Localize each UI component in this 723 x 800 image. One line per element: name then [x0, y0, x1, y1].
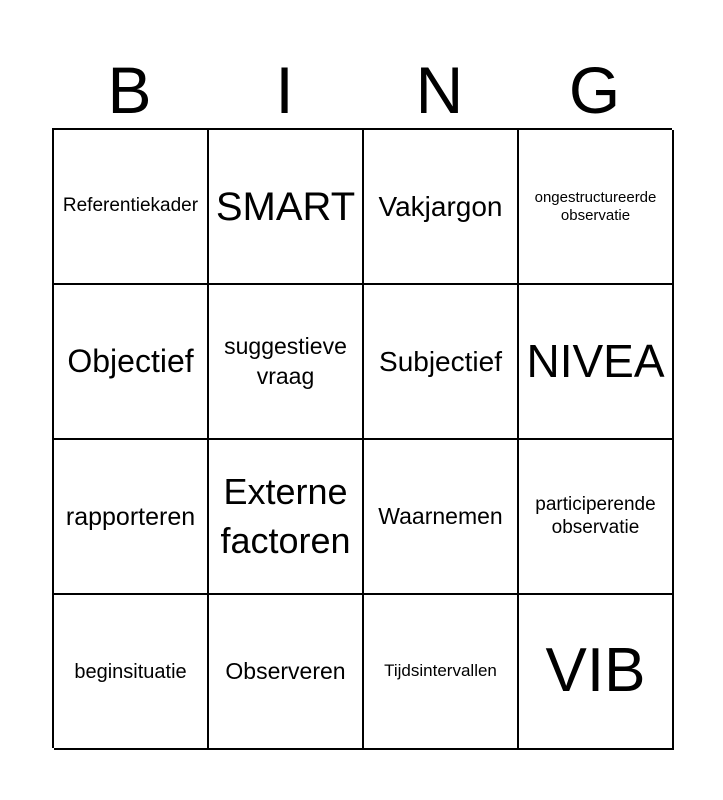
bingo-cell-r2-c3[interactable] — [364, 285, 519, 440]
header-letter-g: G — [568, 53, 621, 127]
bingo-cell-r1-c1[interactable] — [54, 130, 209, 285]
bingo-cell-r3-c3[interactable] — [364, 440, 519, 595]
bingo-cell-r4-c3[interactable] — [364, 595, 519, 750]
bingo-cell-r3-c2[interactable] — [209, 440, 364, 595]
bingo-cell-text: Waarnemen — [378, 502, 503, 529]
bingo-cell-r3-c1[interactable] — [54, 440, 209, 595]
bingo-cell-r4-c1[interactable] — [54, 595, 209, 750]
bingo-cell-text: VIB — [545, 636, 646, 706]
bingo-cell-text: Externe factoren — [220, 471, 351, 561]
bingo-cell-text: Subjectief — [379, 345, 502, 377]
bingo-cell-text: rapporteren — [65, 502, 196, 531]
bingo-cell-r2-c1[interactable] — [54, 285, 209, 440]
bingo-cell-text: Vakjargon — [378, 190, 503, 222]
bingo-cell-text: Objectief — [67, 343, 194, 380]
bingo-cell-r4-c4[interactable] — [519, 595, 674, 750]
bingo-cell-r4-c2[interactable] — [209, 595, 364, 750]
bingo-cell-r1-c4[interactable] — [519, 130, 674, 285]
bingo-cell-text: Observeren — [225, 657, 346, 684]
bingo-cell-text: beginsituatie — [74, 660, 187, 683]
bingo-header — [52, 52, 672, 128]
bingo-card-grid — [52, 128, 672, 748]
bingo-cell-text: participerende observatie — [535, 493, 656, 538]
bingo-cell-r1-c3[interactable] — [364, 130, 519, 285]
header-letter-i: I — [275, 53, 294, 127]
bingo-cell-r1-c2[interactable] — [209, 130, 364, 285]
bingo-cell-text: Tijdsintervallen — [384, 661, 497, 681]
bingo-cell-r2-c2[interactable] — [209, 285, 364, 440]
bingo-cell-text: NIVEA — [526, 334, 665, 387]
bingo-cell-text: ongestructureerde observatie — [534, 188, 657, 224]
bingo-cell-text: Referentiekader — [62, 195, 199, 217]
header-letter-n: N — [415, 53, 464, 127]
bingo-cell-text: suggestieve vraag — [224, 333, 347, 389]
header-letter-b: B — [107, 53, 152, 127]
bingo-cell-r3-c4[interactable] — [519, 440, 674, 595]
bingo-cell-r2-c4[interactable] — [519, 285, 674, 440]
bingo-cell-text: SMART — [215, 184, 356, 229]
